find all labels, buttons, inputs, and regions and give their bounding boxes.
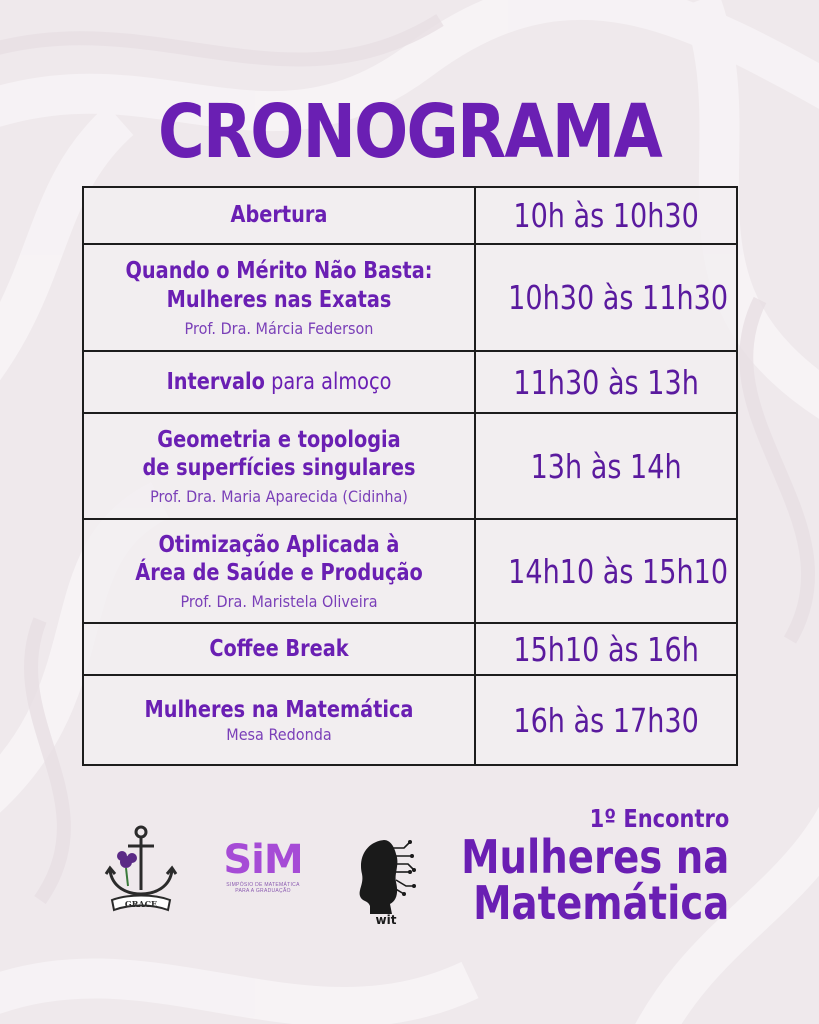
speaker-name: Prof. Dra. Márcia Federson <box>184 318 374 338</box>
time-cell <box>475 187 737 244</box>
schedule-table <box>82 186 738 766</box>
schedule-row <box>83 413 737 519</box>
page-title: CRONOGRAMA <box>157 89 662 175</box>
grace-logo <box>104 824 178 916</box>
session-cell <box>83 623 475 675</box>
sim-logo-text: SiM <box>223 837 303 883</box>
schedule-row <box>83 187 737 244</box>
session-title: Quando o Mérito Não Basta: Mulheres nas Exatas <box>125 258 433 313</box>
sim-logo-subtitle: SIMPÓSIO DE MATEMÁTICA <box>226 882 300 888</box>
time-cell <box>475 623 737 675</box>
session-time: 10h30 às 11h30 <box>508 278 729 317</box>
session-cell <box>83 187 475 244</box>
session-time: 16h às 17h30 <box>513 700 699 740</box>
session-title: Otimização Aplicada à Área de Saúde e Produção <box>135 531 423 586</box>
session-subtitle: Mesa Redonda <box>226 725 332 745</box>
session-cell <box>83 244 475 351</box>
schedule-row <box>83 519 737 623</box>
event-title-line2: Matemática <box>472 876 729 930</box>
wit-logo <box>350 834 422 926</box>
session-title: Intervalo para almoço <box>166 368 392 395</box>
session-time: 11h30 às 13h <box>513 362 699 402</box>
session-title: Geometria e topologia de superfícies singulares <box>142 426 416 481</box>
schedule-row <box>83 351 737 413</box>
session-title: Mulheres na Matemática <box>144 696 414 723</box>
session-time: 10h às 10h30 <box>513 196 699 235</box>
time-cell <box>475 413 737 519</box>
speaker-name: Prof. Dra. Maria Aparecida (Cidinha) <box>150 487 408 507</box>
event-edition: 1º Encontro <box>589 804 729 833</box>
session-cell <box>83 675 475 765</box>
time-cell <box>475 519 737 623</box>
wit-logo-text: wit <box>375 913 397 926</box>
grace-logo-text: GRACE <box>124 899 158 909</box>
session-time: 13h às 14h <box>530 446 682 486</box>
speaker-name: Prof. Dra. Maristela Oliveira <box>180 592 378 612</box>
time-cell <box>475 675 737 765</box>
schedule-row <box>83 675 737 765</box>
sim-logo <box>215 837 311 894</box>
session-cell <box>83 519 475 623</box>
event-title-line1: Mulheres na <box>460 830 729 884</box>
session-time: 15h10 às 16h <box>513 629 699 669</box>
event-title-block <box>460 804 729 930</box>
session-time: 14h10 às 15h10 <box>508 551 729 591</box>
schedule-row <box>83 244 737 351</box>
session-cell <box>83 351 475 413</box>
time-cell <box>475 244 737 351</box>
sim-logo-subtitle2: PARA A GRADUAÇÃO <box>235 888 291 894</box>
session-title: Abertura <box>230 202 328 229</box>
session-cell <box>83 413 475 519</box>
session-title: Coffee Break <box>209 635 349 662</box>
schedule-row <box>83 623 737 675</box>
time-cell <box>475 351 737 413</box>
